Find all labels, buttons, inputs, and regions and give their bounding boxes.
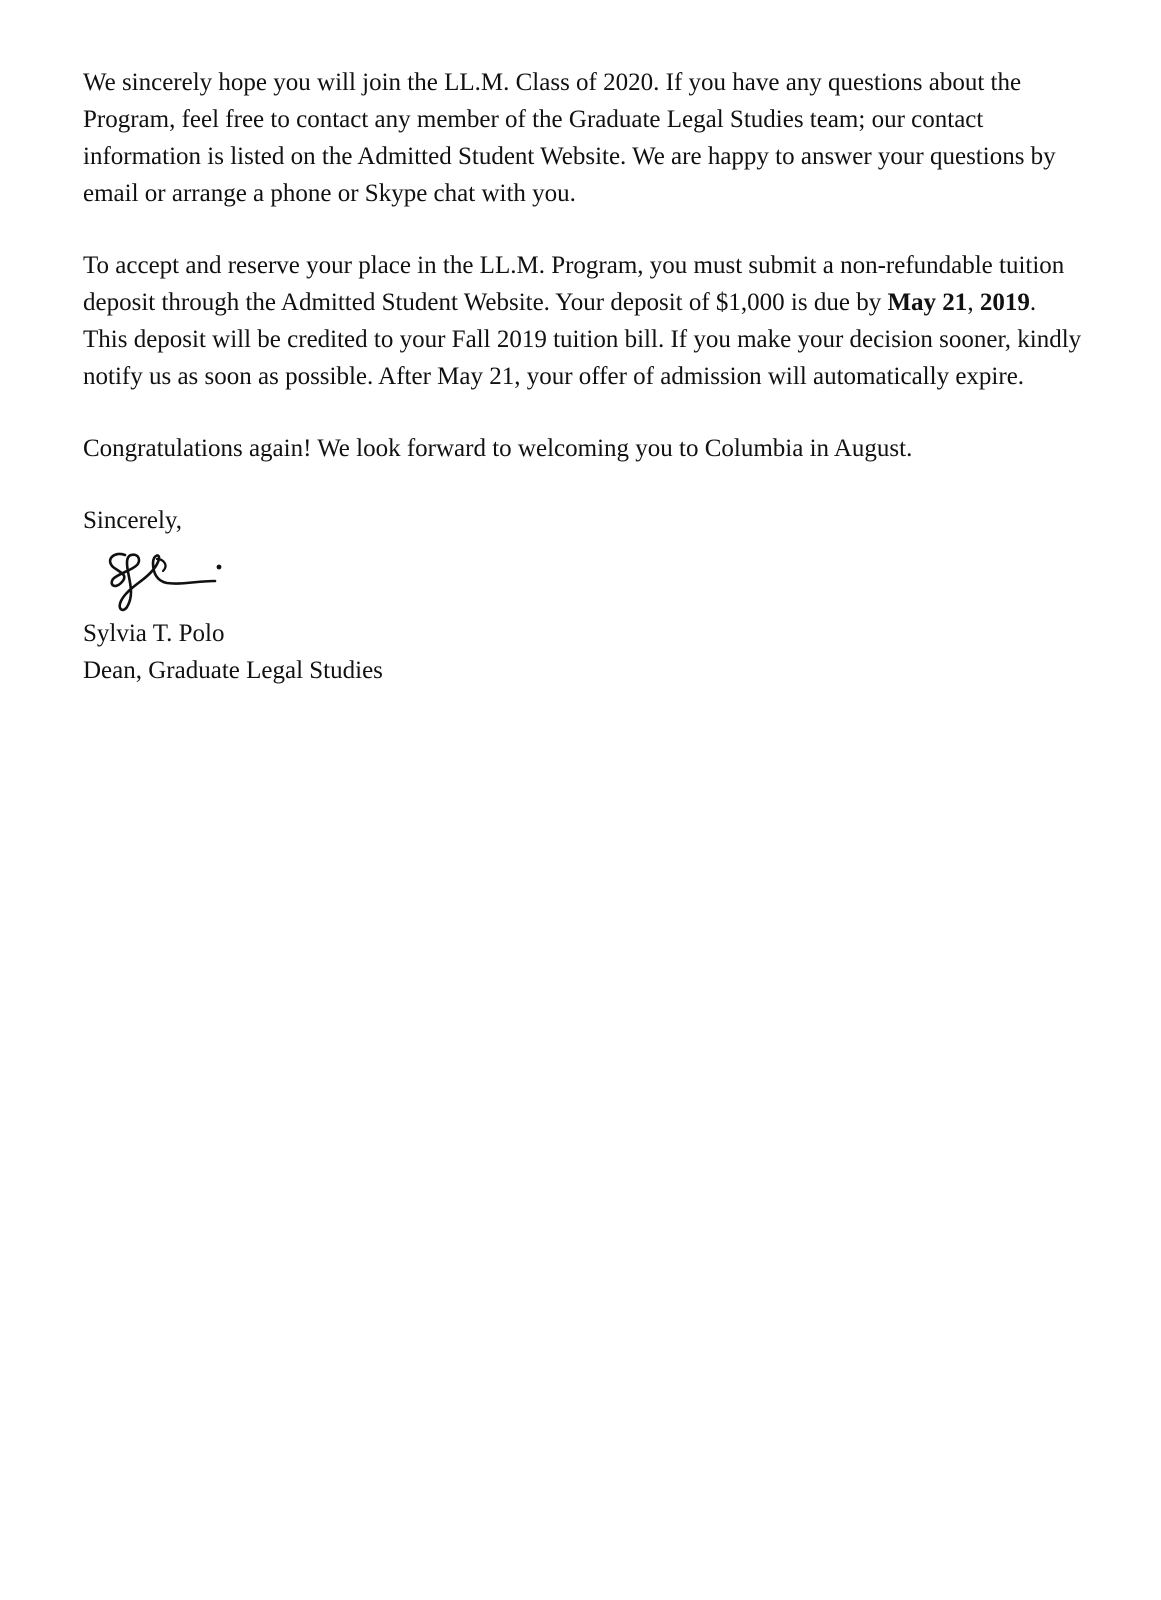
deposit-deadline-date: May 21: [887, 289, 968, 316]
paragraph-congratulations: Congratulations again! We look forward to welcoming you to Columbia in August.: [83, 435, 913, 462]
letter-body: [83, 64, 1083, 689]
deposit-text-before: To accept and reserve your place in the LL.M. Program, you must submit a non-refundable tuition deposit through the Admitted Student Website. Your deposit of $1,000 is due by: [83, 252, 1065, 316]
signer-name: Sylvia T. Polo: [83, 620, 225, 647]
paragraph-join-class: We sincerely hope you will join the LL.M. Class of 2020. If you have any questions about the Program, feel free to contact any member of the Graduate Legal Studies team; our contact information is listed on the Admitted Student Website. We are happy to answer your questions by email or arrange a phone or Skype chat with you.: [83, 69, 1056, 207]
deposit-text-after: . This deposit will be credited to your Fall 2019 tuition bill. If you make your decision sooner, kindly notify us as soon as possible. After May 21, your offer of admission will automatically expire.: [83, 289, 1082, 390]
deposit-deadline-separator: ,: [967, 289, 980, 316]
deposit-deadline-year: 2019: [979, 289, 1030, 316]
signer-title: Dean, Graduate Legal Studies: [83, 657, 383, 684]
closing-salutation: Sincerely,: [83, 507, 183, 534]
paragraph-deposit: [83, 247, 1083, 395]
handwritten-signature: [97, 545, 237, 615]
